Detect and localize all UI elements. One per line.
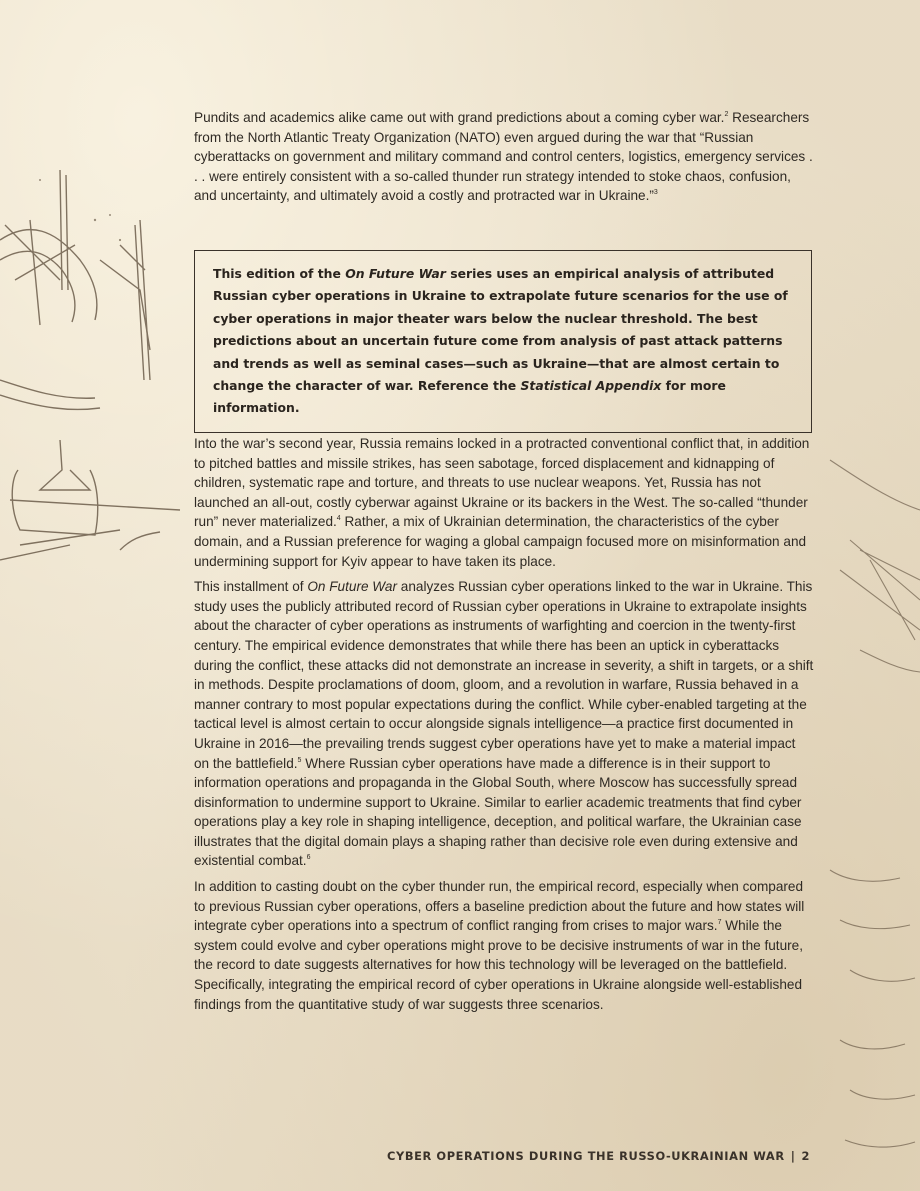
series-title: On Future War (345, 266, 446, 281)
paragraph-intro (194, 108, 814, 206)
paragraph-text: Where Russian cyber operations have made a difference is in their support to information operations and propaganda in the Global South, where Moscow has successfully spread disinformation to undermine support to Ukraine. Similar to earlier academic treatments that find cyber operations play a key role in shaping intelligence, deception, and political warfare, the Ukrainian case illustrates that the digital domain plays a shaping rather than decisive role even during extensive and existential combat. (194, 755, 802, 869)
callout-box (194, 250, 812, 433)
paragraph-second-year (194, 434, 814, 571)
paragraph-text: In addition to casting doubt on the cyber thunder run, the empirical record, especially when compared to previous Russian cyber operations, offers a baseline prediction about the future and how states will integrate cyber operations into a spectrum of conflict ranging from crises to major wars. (194, 879, 805, 934)
callout-text: series uses an empirical analysis of attributed Russian cyber operations in Ukraine to extrapolate future scenarios for the use of cyber operations in major theater wars below the nuclear threshold. The best predictions about an uncertain future come from analysis of past attack patterns and trends as well as seminal cases—such as Ukraine—that are almost certain to change the character of war. Reference the (213, 266, 788, 394)
series-title: On Future War (307, 579, 397, 595)
paragraph-text: Rather, a mix of Ukrainian determination, the characteristics of the cyber domain, and a Russian preference for waging a global campaign focused more on misinformation and undermining support for Kyiv appear to have taken its place. (194, 514, 807, 569)
paragraph-text: While the system could evolve and cyber operations might prove to be decisive instruments of war in the future, the record to date suggests alternatives for how this technology will be leveraged on the battlefield. Specifically, integrating the empirical record of cyber operations in Ukraine alongside well-established findings from the quantitative study of war suggests three scenarios. (194, 918, 804, 1012)
paragraph-text: Researchers from the North Atlantic Treaty Organization (NATO) even argued during the war that “Russian cyberattacks on government and military command and control centers, logistics, emergency services . . . were entirely consistent with a so-called thunder run strategy intended to stoke chaos, confusion, and uncertainty, and ultimately avoid a costly and protracted war in Ukraine.” (194, 110, 813, 204)
footer-title: CYBER OPERATIONS DURING THE RUSSO-UKRAINIAN WAR (387, 1149, 785, 1163)
footnote-ref[interactable]: 2 (724, 111, 729, 118)
paragraph-text: Into the war’s second year, Russia remains locked in a protracted conventional conflict that, in addition to pitched battles and missile strikes, has seen sabotage, forced displacement and kidnapping of children, systematic rape and torture, and threats to use nuclear weapons. Yet, Russia has not launched an all-out, costly cyberwar against Ukraine or its backers in the West. The so-called “thunder run” never materialized. (194, 436, 810, 530)
callout-text: This edition of the (213, 266, 346, 281)
decorative-sketch-right (810, 440, 920, 1180)
page-footer (387, 1149, 810, 1163)
appendix-link[interactable]: Statistical Appendix (520, 378, 662, 394)
callout-text: for more information. (213, 378, 726, 416)
footnote-ref[interactable]: 6 (306, 854, 311, 862)
decorative-sketch-left (0, 150, 190, 590)
footer-separator: | (790, 1149, 796, 1163)
paragraph-baseline (194, 877, 814, 1014)
paragraph-text: Pundits and academics alike came out with grand predictions about a coming cyber war. (194, 110, 725, 125)
page-number: 2 (801, 1149, 810, 1163)
footnote-ref[interactable]: 4 (336, 515, 341, 523)
paragraph-text: This installment of (194, 579, 308, 595)
footnote-ref[interactable]: 3 (653, 189, 658, 197)
footnote-ref[interactable]: 5 (297, 756, 302, 764)
footnote-ref[interactable]: 7 (717, 919, 722, 927)
body-text (194, 434, 814, 1020)
paragraph-installment (194, 577, 814, 871)
paragraph-text: analyzes Russian cyber operations linked to the war in Ukraine. This study uses the publicly attributed record of Russian cyber operations in Ukraine to extrapolate insights about the character of cyber operations as instruments of warfighting and coercion in the twenty-first century. The empirical evidence demonstrates that while there has been an uptick in cyberattacks during the conflict, these attacks did not demonstrate an increase in severity, a shift in targets, or a shift in methods. Despite proclamations of doom, gloom, and a revolution in warfare, Russia behaved in a manner contrary to most popular expectations during the conflict. While cyber-enabled targeting at the tactical level is almost certain to occur alongside signals intelligence—a practice first documented in Ukraine in 2016—the prevailing trends suggest cyber operations have yet to make a material impact on the battlefield. (194, 579, 814, 771)
